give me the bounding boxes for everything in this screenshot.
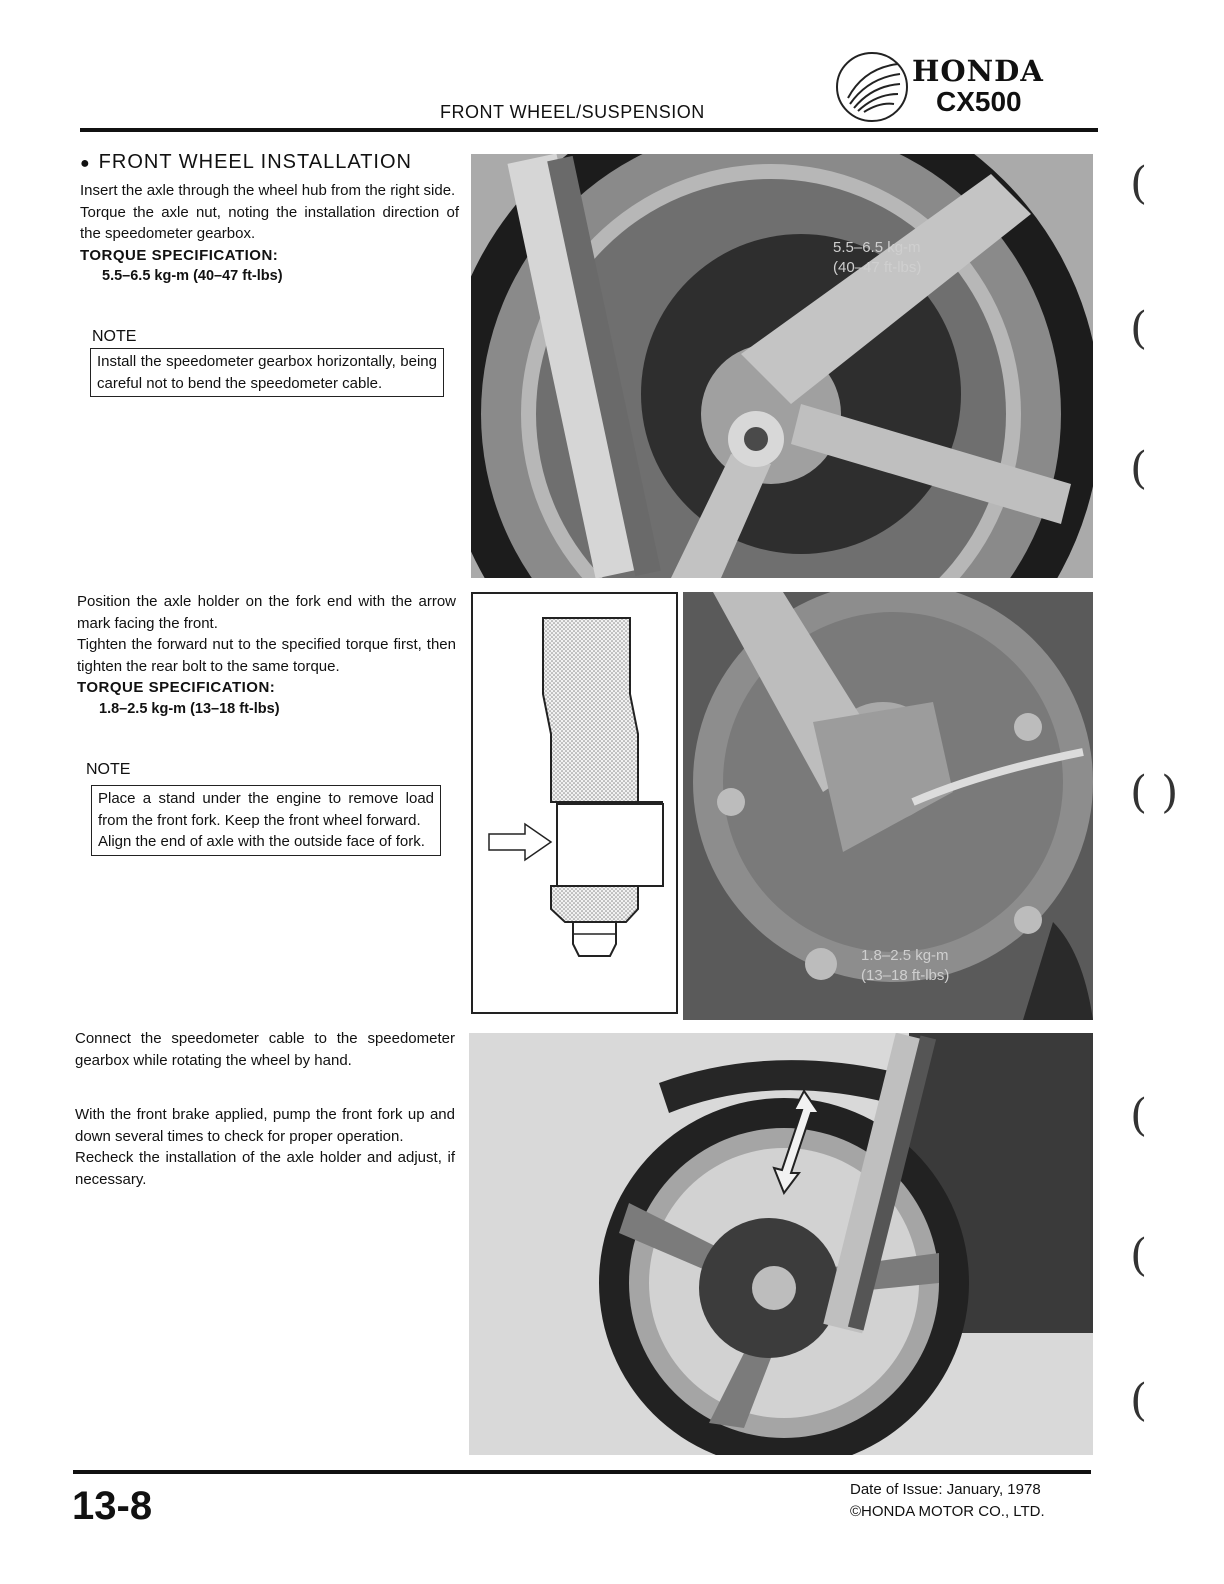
binder-hole: ( — [1130, 1090, 1148, 1141]
torque-callout-1: 5.5–6.5 kg-m — [833, 239, 921, 256]
copyright: ©HONDA MOTOR CO., LTD. — [850, 1503, 1045, 1520]
step3-line: Recheck the installation of the axle holder and adjust, if necessary. — [75, 1149, 455, 1188]
step3-para2 — [75, 1104, 455, 1190]
step3-line: With the front brake applied, pump the front fork up and down several times to check for proper operation. — [75, 1106, 455, 1145]
step3-para1: Connect the speedometer cable to the speedometer gearbox while rotating the wheel by hand. — [75, 1030, 455, 1069]
note-text: Install the speedometer gearbox horizontally, being careful not to bend the speedometer cable. — [97, 353, 437, 392]
header-rule — [80, 128, 1098, 132]
spec-label: TORQUE SPECIFICATION: — [77, 679, 276, 696]
footer-rule — [73, 1470, 1091, 1474]
torque-callout-1: 1.8–2.5 kg-m — [861, 947, 949, 964]
spec-value: 5.5–6.5 kg-m (40–47 ft-lbs) — [102, 268, 283, 284]
step2-line: Position the axle holder on the fork end with the arrow mark facing the front. — [77, 593, 456, 632]
binder-hole: ( — [1130, 443, 1148, 494]
binder-hole: ( — [1130, 1230, 1148, 1281]
photo-front-fork — [469, 1033, 1093, 1455]
brand-wordmark: HONDA — [912, 54, 1044, 88]
honda-wing-logo — [834, 48, 914, 126]
issue-date: Date of Issue: January, 1978 — [850, 1481, 1041, 1498]
spec-value: 1.8–2.5 kg-m (13–18 ft-lbs) — [99, 700, 280, 717]
torque-callout-2: (13–18 ft-lbs) — [861, 967, 950, 984]
section-header: FRONT WHEEL/SUSPENSION — [440, 102, 705, 122]
binder-hole: ( — [1130, 158, 1148, 209]
note-label: NOTE — [86, 761, 131, 778]
step1-line: Torque the axle nut, noting the installation direction of the speedometer gearbox. — [80, 203, 459, 242]
step1-text — [80, 180, 459, 288]
binder-hole: ( — [1130, 303, 1148, 354]
step1-line: Insert the axle through the wheel hub from the right side. — [80, 182, 456, 199]
photo-front-wheel-axle — [471, 154, 1093, 578]
bullet-icon: ● — [80, 155, 91, 172]
step2-text — [77, 591, 456, 720]
arrow-icon — [489, 824, 551, 860]
torque-callout-2: (40–47 ft-lbs) — [833, 259, 922, 276]
page-number: 13-8 — [72, 1484, 153, 1528]
note-line: Place a stand under the engine to remove load from the front fork. Keep the front wheel forward. — [98, 790, 434, 829]
binder-hole: ( ) — [1130, 767, 1179, 818]
note-line: Align the end of axle with the outside face of fork. — [98, 833, 425, 850]
note-box — [90, 348, 444, 397]
note-box — [91, 785, 441, 856]
axle-holder-diagram — [471, 592, 678, 1014]
section-title: ● FRONT WHEEL INSTALLATION — [80, 151, 412, 173]
spec-label: TORQUE SPECIFICATION: — [80, 246, 279, 264]
note-label: NOTE — [92, 328, 137, 345]
step2-line: Tighten the forward nut to the specified torque first, then tighten the rear bolt to the same torque. — [77, 636, 456, 675]
model-name: CX500 — [936, 86, 1022, 117]
photo-axle-holder — [683, 592, 1093, 1020]
binder-hole: ( — [1130, 1375, 1148, 1426]
